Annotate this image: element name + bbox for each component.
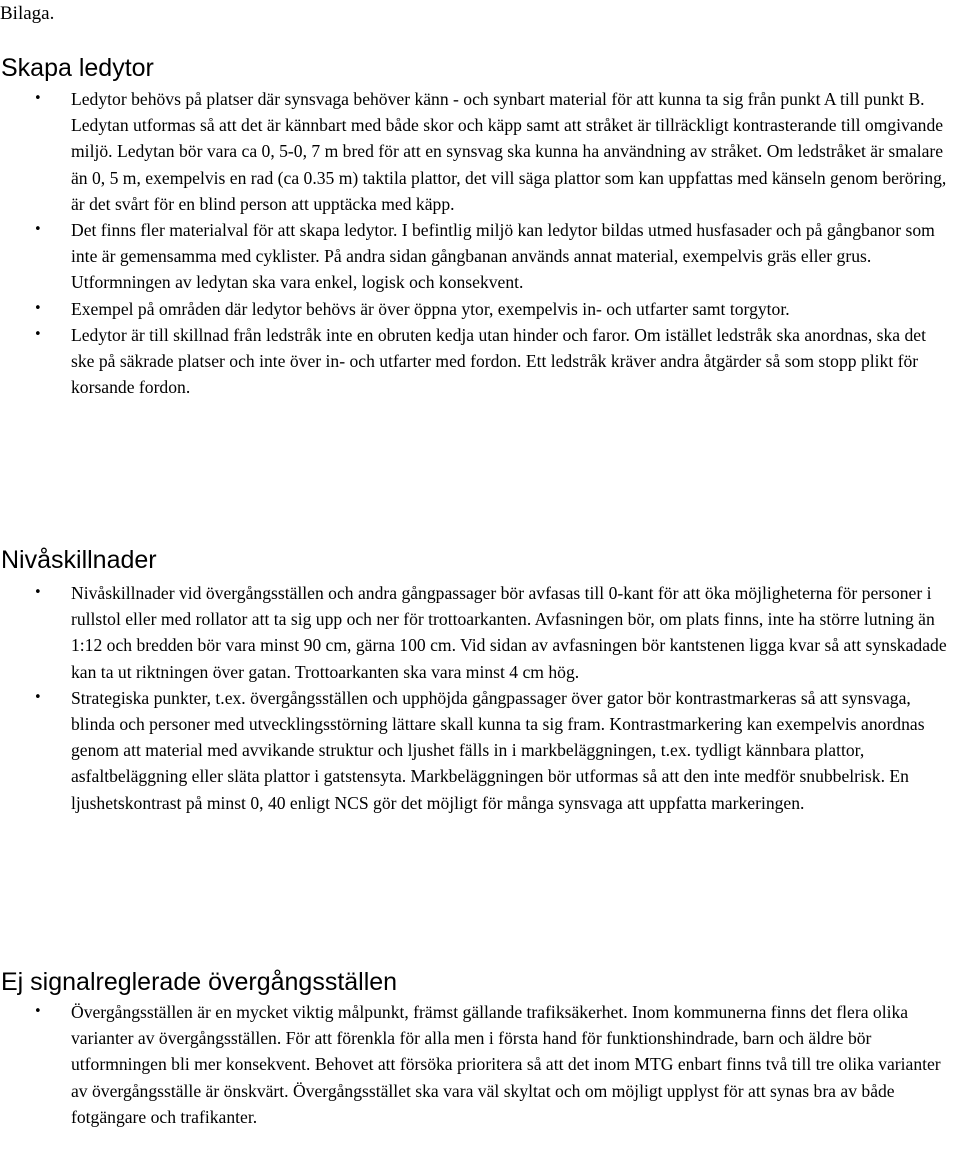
section-heading: Nivåskillnader: [1, 546, 157, 574]
list-item-text: Ledytor behövs på platser där synsvaga behöver känn - och synbart material för att kunna ta sig från punkt A till punkt B. Ledytan utformas så att det är kännbart med både skor och käpp samt att stråket är tillräckligt kontrasterande till omgivande miljö. Ledytan bör vara ca 0, 5-0, 7 m bred för att en synsvag ska kunna ha användning av stråket. Om ledstråket är smalare än 0, 5 m, exempelvis en rad (ca 0.35 m) taktila plattor, det vill säga plattor som kan uppfattas med känseln genom beröring, är det svårt för en blind person att upptäcka med käpp.: [71, 89, 947, 214]
list-item: [0, 296, 960, 322]
list-item: [0, 999, 960, 1130]
list-item-text: Ledytor är till skillnad från ledstråk inte en obruten kedja utan hinder och faror. Om istället ledstråk ska anordnas, ska det ske på säkrade platser och inte över in- och utfarter med fordon. Ett ledstråk kräver andra åtgärder så som stopp plikt för korsande fordon.: [71, 324, 926, 398]
bullet-list: [0, 999, 960, 1130]
section-heading: Ej signalreglerade övergångsställen: [1, 968, 398, 996]
list-item: [0, 322, 960, 401]
section-skapa-ledytor: [0, 52, 960, 400]
list-item: [0, 685, 960, 816]
appendix-label: Bilaga.: [0, 3, 55, 24]
bullet-icon: •: [34, 326, 42, 342]
bullet-icon: •: [34, 1004, 42, 1019]
bullet-icon: •: [34, 585, 42, 600]
list-item-text: Nivåskillnader vid övergångsställen och andra gångpassager bör avfasas till 0-kant för att öka möjligheterna för personer i rullstol eller med rollator att ta sig upp och ner för trottoarkanten. Avfasningen bör, om plats finns, inte ha större lutning än 1:12 och bredden bör vara minst 90 cm, gärna 100 cm. Vid sidan av avfasningen bör kantstenen ligga kvar så att synskadade kan ta ut riktningen över gatan. Trottoarkanten ska vara minst 4 cm hög.: [71, 583, 947, 682]
list-item-text: Strategiska punkter, t.ex. övergångsställen och upphöjda gångpassager över gator bör kontrastmarkeras så att synsvaga, blinda och personer med utvecklingsstörning lättare skall kunna ta sig fram. Kontrastmarkering kan exempelvis anordnas genom att material med avvikande struktur och ljushet fälls in i markbeläggningen, t.ex. tydligt kännbara plattor, asfaltbeläggning eller släta plattor i gatstensyta. Markbeläggningen bör utformas så att den inte medför snubbelrisk. En ljushetskontrast på minst 0, 40 enligt NCS gör det möjligt för många synsvaga att uppfatta markeringen.: [71, 687, 925, 813]
list-item-text: Det finns fler materialval för att skapa ledytor. I befintlig miljö kan ledytor bildas utmed husfasader och på gångbanor som inte är gemensamma med cyklister. På andra sidan gångbanan används annat material, exempelvis gräs eller grus. Utformningen av ledytan ska vara enkel, logisk och konsekvent.: [71, 220, 935, 293]
bullet-list: [0, 86, 960, 400]
section-ej-signalreglerade: [0, 966, 960, 1130]
bullet-list: [0, 580, 960, 816]
section-heading: Skapa ledytor: [1, 54, 154, 82]
list-item-text: Exempel på områden där ledytor behövs är över öppna ytor, exempelvis in- och utfarter samt torgytor.: [71, 298, 790, 319]
bullet-icon: •: [34, 689, 42, 705]
bullet-icon: •: [34, 300, 42, 316]
bullet-icon: •: [34, 91, 42, 106]
bullet-icon: •: [34, 222, 42, 238]
list-item: [0, 217, 960, 296]
list-item: [0, 86, 960, 217]
list-item: [0, 580, 960, 685]
section-nivaskillnader: [0, 544, 960, 816]
list-item-text: Övergångsställen är en mycket viktig målpunkt, främst gällande trafiksäkerhet. Inom kommunerna finns det flera olika varianter av övergångsställen. För att förenkla för alla men i första hand för funktionshindrade, barn och äldre bör utformningen bli mer konsekvent. Behovet att försöka prioritera så att det inom MTG enbart finns två till tre olika varianter av övergångsställe är önskvärt. Övergångsstället ska vara väl skyltat och om möjligt upplyst för att synas bra av både fotgängare och trafikanter.: [71, 1002, 941, 1127]
